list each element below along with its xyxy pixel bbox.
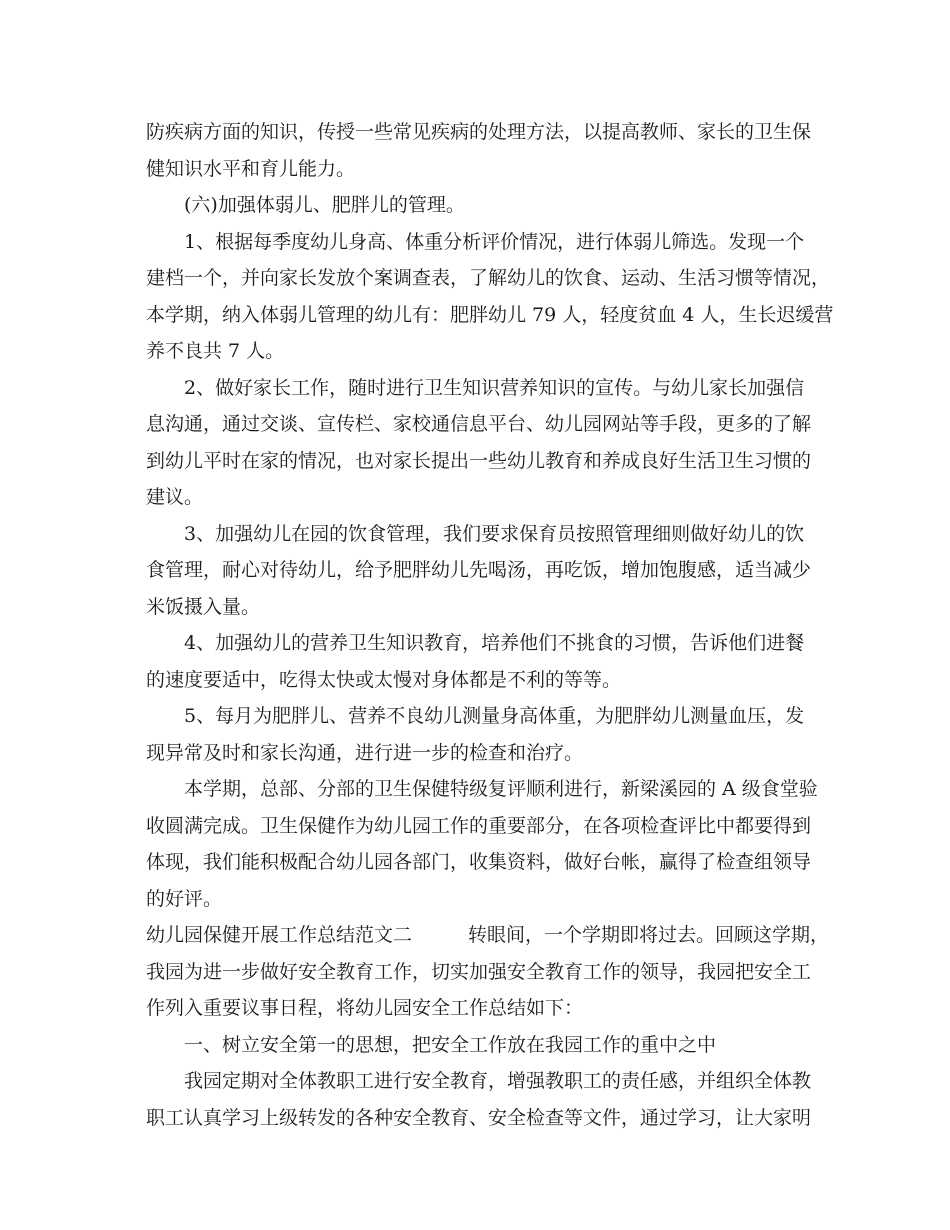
text-line: 2、做好家长工作，随时进行卫生知识营养知识的宣传。与幼儿家长加强信 (184, 376, 805, 399)
text-line: 到幼儿平时在家的情况，也对家长提出一些幼儿教育和养成良好生活卫生习惯的 (146, 449, 812, 472)
text-line: 建档一个，并向家长发放个案调查表，了解幼儿的饮食、运动、生活习惯等情况， (146, 267, 831, 289)
section-heading: 幼儿园保健开展工作总结范文二 (146, 924, 413, 946)
paragraphs-before-heading (146, 114, 834, 917)
text-line: 养不良共 7 人。 (146, 340, 285, 362)
text-line: 职工认真学习上级转发的各种安全教育、安全检查等文件，通过学习，让大家明 (146, 1106, 812, 1129)
text-line: 体现，我们能积极配合幼儿园各部门，收集资料，做好台帐，赢得了检查组领导 (146, 851, 812, 873)
text-line: 本学期，总部、分部的卫生保健特级复评顺利进行，新梁溪园的 A 级食堂验 (184, 778, 818, 800)
text-line: 1、根据每季度幼儿身高、体重分析评价情况，进行体弱儿筛选。发现一个 (184, 230, 805, 253)
text-line: 的好评。 (146, 887, 223, 910)
text-line: 食管理，耐心对待幼儿，给予肥胖幼儿先喝汤，再吃饭，增加饱腹感，适当减少 (146, 559, 812, 581)
text-line: 收圆满完成。卫生保健作为幼儿园工作的重要部分，在各项检查评比中都要得到 (146, 814, 812, 837)
text-line: 我园定期对全体教职工进行安全教育，增强教职工的责任感，并组织全体教 (184, 1070, 812, 1092)
section-heading-tail: 转眼间，一个学期即将过去。回顾这学期， (468, 924, 830, 946)
text-line: (六)加强体弱儿、肥胖儿的管理。 (184, 194, 465, 216)
text-line: 米饭摄入量。 (146, 595, 261, 618)
text-line: 我园为进一步做好安全教育工作，切实加强安全教育工作的领导，我园把安全工 (146, 960, 812, 983)
text-line: 一、树立安全第一的思想，把安全工作放在我园工作的重中之中 (184, 1033, 717, 1056)
text-line: 4、加强幼儿的营养卫生知识教育，培养他们不挑食的习惯，告诉他们进餐 (184, 632, 805, 654)
text-line: 5、每月为肥胖儿、营养不良幼儿测量身高体重，为肥胖幼儿测量血压，发 (184, 705, 805, 727)
text-line: 3、加强幼儿在园的饮食管理，我们要求保育员按照管理细则做好幼儿的饮 (184, 522, 805, 545)
text-line: 现异常及时和家长沟通，进行进一步的检查和治疗。 (146, 741, 584, 764)
text-line: 健知识水平和育儿能力。 (146, 157, 356, 180)
text-line: 的速度要适中，吃得太快或太慢对身体都是不利的等等。 (146, 668, 622, 691)
text-line: 本学期，纳入体弱儿管理的幼儿有：肥胖幼儿 79 人，轻度贫血 4 人，生长迟缓营 (146, 303, 834, 326)
text-line: 建议。 (146, 486, 204, 508)
section-heading-line (146, 917, 830, 954)
paragraphs-after-heading (146, 954, 812, 1137)
text-line: 防疾病方面的知识，传授一些常见疾病的处理方法，以提高教师、家长的卫生保 (146, 121, 812, 143)
document-body (146, 114, 834, 1136)
text-line: 息沟通，通过交谈、宣传栏、家校通信息平台、幼儿园网站等手段，更多的了解 (146, 413, 812, 435)
text-line: 作列入重要议事日程，将幼儿园安全工作总结如下： (146, 997, 584, 1019)
